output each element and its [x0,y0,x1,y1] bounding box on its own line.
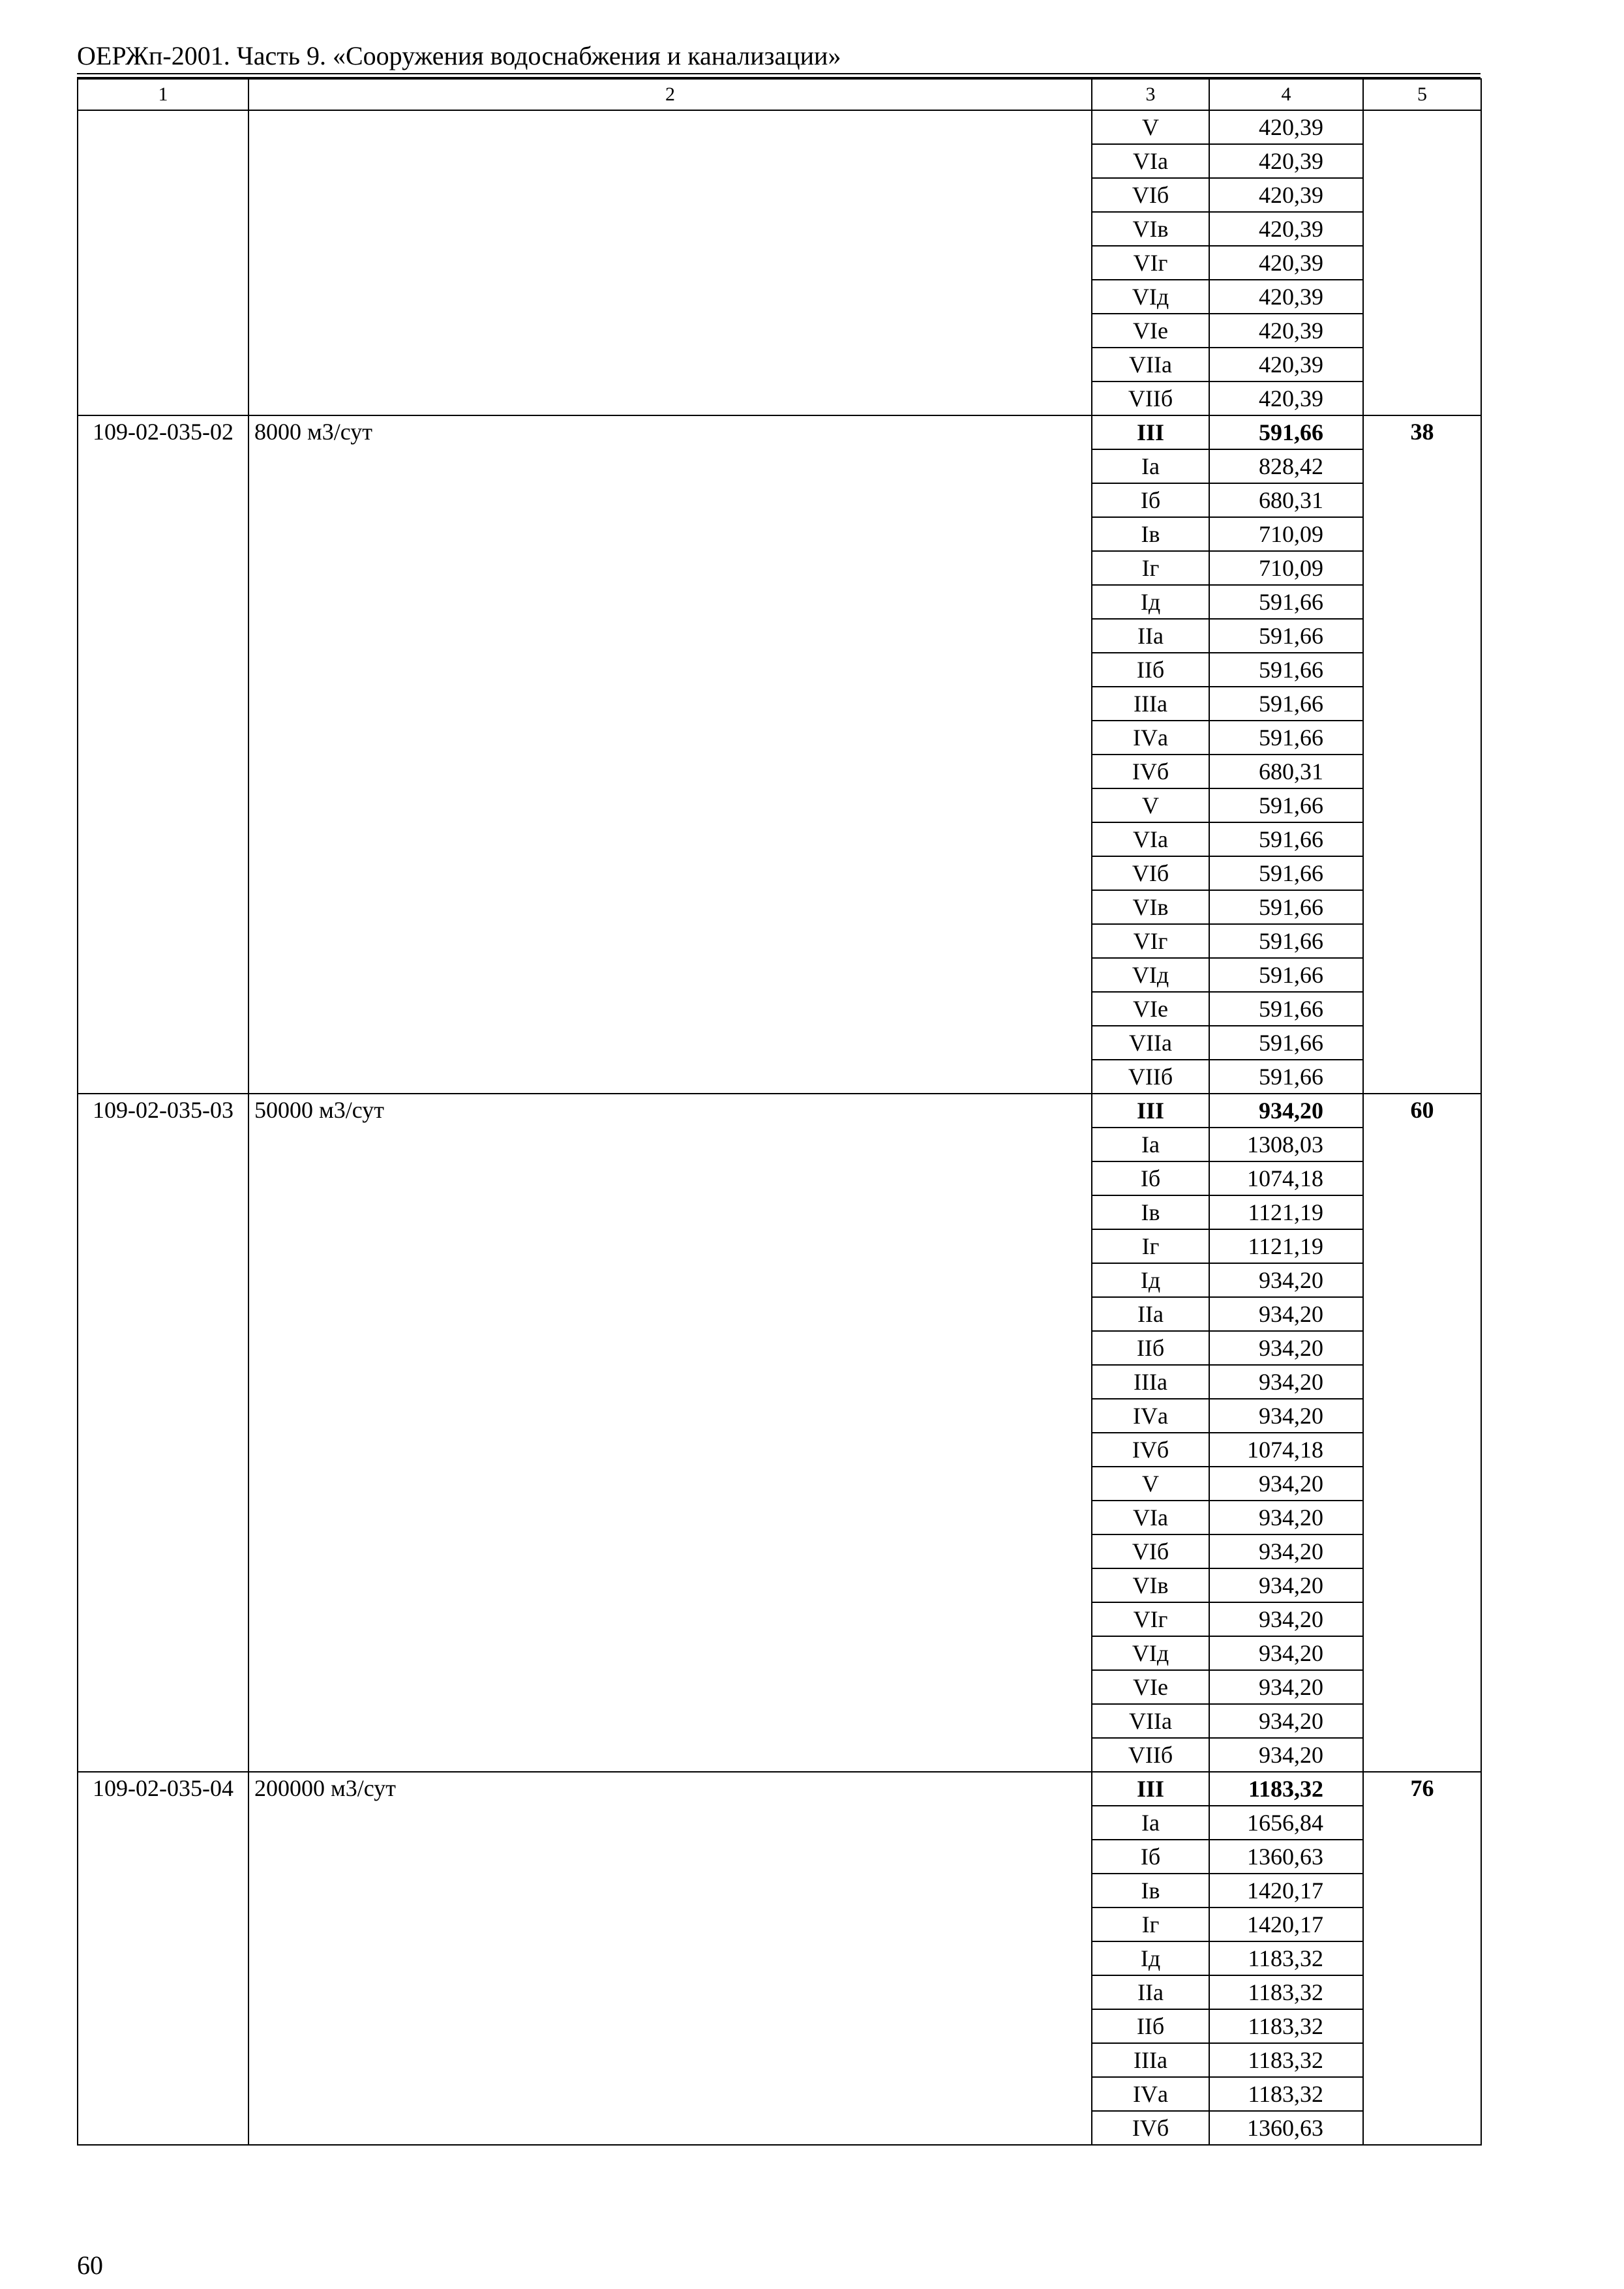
value-cell: 591,66 [1209,1026,1363,1060]
zone-cell: Iб [1092,483,1209,517]
zone-cell: VIб [1092,178,1209,212]
zone-cell: Iа [1092,1806,1209,1840]
value-cell: 1074,18 [1209,1433,1363,1467]
item-description: 200000 м3/сут [248,1772,1092,2145]
value-cell: 934,20 [1209,1636,1363,1670]
value-cell: 1183,32 [1209,1772,1363,1806]
item-index [1363,110,1481,415]
zone-cell: Iд [1092,585,1209,619]
zone-cell: VIе [1092,1670,1209,1704]
zone-cell: VIв [1092,1568,1209,1602]
value-cell: 591,66 [1209,687,1363,721]
value-cell: 934,20 [1209,1094,1363,1128]
table-row [78,415,1481,449]
value-cell: 934,20 [1209,1399,1363,1433]
zone-cell: V [1092,110,1209,144]
item-code: 109-02-035-04 [78,1772,248,2145]
zone-cell: Iг [1092,1908,1209,1941]
value-cell: 591,66 [1209,415,1363,449]
zone-cell: VIIб [1092,1738,1209,1772]
value-cell: 934,20 [1209,1263,1363,1297]
zone-cell: VIа [1092,144,1209,178]
zone-cell: VIа [1092,1501,1209,1534]
zone-cell: IIIа [1092,2043,1209,2077]
zone-cell: Iг [1092,551,1209,585]
value-cell: 591,66 [1209,924,1363,958]
value-cell: 1656,84 [1209,1806,1363,1840]
rates-table-body [78,79,1481,2145]
zone-cell: VIг [1092,924,1209,958]
value-cell: 934,20 [1209,1331,1363,1365]
value-cell: 1308,03 [1209,1128,1363,1161]
item-index: 76 [1363,1772,1481,2145]
table-row [78,1094,1481,1128]
zone-cell: VIа [1092,822,1209,856]
item-code: 109-02-035-03 [78,1094,248,1772]
zone-cell: Iд [1092,1941,1209,1975]
rates-table [77,78,1482,2146]
zone-cell: VIд [1092,280,1209,314]
value-cell: 591,66 [1209,958,1363,992]
zone-cell: IVа [1092,721,1209,755]
value-cell: 1121,19 [1209,1195,1363,1229]
value-cell: 591,66 [1209,856,1363,890]
column-number-3: 3 [1092,79,1209,110]
zone-cell: VIд [1092,1636,1209,1670]
value-cell: 934,20 [1209,1365,1363,1399]
zone-cell: III [1092,1772,1209,1806]
value-cell: 591,66 [1209,788,1363,822]
value-cell: 934,20 [1209,1467,1363,1501]
column-number-5: 5 [1363,79,1481,110]
column-number-2: 2 [248,79,1092,110]
value-cell: 1183,32 [1209,1975,1363,2009]
zone-cell: VIIб [1092,382,1209,415]
zone-cell: VIв [1092,212,1209,246]
value-cell: 828,42 [1209,449,1363,483]
item-index: 38 [1363,415,1481,1094]
value-cell: 420,39 [1209,110,1363,144]
zone-cell: VIб [1092,1534,1209,1568]
value-cell: 420,39 [1209,212,1363,246]
value-cell: 420,39 [1209,280,1363,314]
zone-cell: VIIб [1092,1060,1209,1094]
zone-cell: IVб [1092,755,1209,788]
value-cell: 1360,63 [1209,1840,1363,1874]
zone-cell: Iв [1092,517,1209,551]
value-cell: 591,66 [1209,890,1363,924]
value-cell: 591,66 [1209,721,1363,755]
zone-cell: III [1092,415,1209,449]
value-cell: 934,20 [1209,1297,1363,1331]
zone-cell: Iв [1092,1195,1209,1229]
value-cell: 591,66 [1209,619,1363,653]
zone-cell: Iг [1092,1229,1209,1263]
value-cell: 591,66 [1209,992,1363,1026]
value-cell: 934,20 [1209,1738,1363,1772]
value-cell: 710,09 [1209,517,1363,551]
header-rule-top [77,73,1481,74]
value-cell: 710,09 [1209,551,1363,585]
column-number-4: 4 [1209,79,1363,110]
zone-cell: Iв [1092,1874,1209,1908]
value-cell: 934,20 [1209,1704,1363,1738]
value-cell: 1183,32 [1209,2043,1363,2077]
value-cell: 680,31 [1209,755,1363,788]
value-cell: 1420,17 [1209,1874,1363,1908]
zone-cell: IIIа [1092,1365,1209,1399]
value-cell: 1183,32 [1209,2009,1363,2043]
zone-cell: VIг [1092,1602,1209,1636]
document-header-title: ОЕРЖп-2001. Часть 9. «Сооружения водоснабжения и канализации» [77,41,841,70]
item-code [78,110,248,415]
zone-cell: VIв [1092,890,1209,924]
value-cell: 591,66 [1209,585,1363,619]
value-cell: 934,20 [1209,1670,1363,1704]
zone-cell: VIе [1092,314,1209,348]
table-row [78,110,1481,144]
zone-cell: IVа [1092,1399,1209,1433]
zone-cell: V [1092,1467,1209,1501]
zone-cell: IVб [1092,2111,1209,2145]
zone-cell: Iа [1092,449,1209,483]
value-cell: 1420,17 [1209,1908,1363,1941]
value-cell: 1074,18 [1209,1161,1363,1195]
item-description [248,110,1092,415]
zone-cell: IIIа [1092,687,1209,721]
zone-cell: III [1092,1094,1209,1128]
zone-cell: Iд [1092,1263,1209,1297]
value-cell: 680,31 [1209,483,1363,517]
zone-cell: Iб [1092,1840,1209,1874]
zone-cell: IVб [1092,1433,1209,1467]
value-cell: 1183,32 [1209,2077,1363,2111]
zone-cell: V [1092,788,1209,822]
value-cell: 420,39 [1209,144,1363,178]
zone-cell: IIа [1092,619,1209,653]
value-cell: 420,39 [1209,246,1363,280]
table-row [78,1772,1481,1806]
zone-cell: VIб [1092,856,1209,890]
zone-cell: VIIа [1092,1704,1209,1738]
item-code: 109-02-035-02 [78,415,248,1094]
column-number-row [78,79,1481,110]
zone-cell: VIIа [1092,348,1209,382]
zone-cell: Iа [1092,1128,1209,1161]
value-cell: 591,66 [1209,1060,1363,1094]
value-cell: 934,20 [1209,1501,1363,1534]
value-cell: 1121,19 [1209,1229,1363,1263]
zone-cell: IIа [1092,1975,1209,2009]
zone-cell: VIд [1092,958,1209,992]
value-cell: 1183,32 [1209,1941,1363,1975]
page-number: 60 [77,2251,103,2280]
value-cell: 934,20 [1209,1534,1363,1568]
item-index: 60 [1363,1094,1481,1772]
zone-cell: IIб [1092,653,1209,687]
value-cell: 420,39 [1209,348,1363,382]
value-cell: 1360,63 [1209,2111,1363,2145]
column-number-1: 1 [78,79,248,110]
zone-cell: IVа [1092,2077,1209,2111]
item-description: 8000 м3/сут [248,415,1092,1094]
zone-cell: VIIа [1092,1026,1209,1060]
zone-cell: Iб [1092,1161,1209,1195]
value-cell: 591,66 [1209,822,1363,856]
value-cell: 420,39 [1209,382,1363,415]
zone-cell: VIе [1092,992,1209,1026]
zone-cell: IIб [1092,2009,1209,2043]
zone-cell: IIа [1092,1297,1209,1331]
zone-cell: IIб [1092,1331,1209,1365]
value-cell: 934,20 [1209,1568,1363,1602]
value-cell: 934,20 [1209,1602,1363,1636]
zone-cell: VIг [1092,246,1209,280]
value-cell: 420,39 [1209,178,1363,212]
item-description: 50000 м3/сут [248,1094,1092,1772]
value-cell: 420,39 [1209,314,1363,348]
value-cell: 591,66 [1209,653,1363,687]
